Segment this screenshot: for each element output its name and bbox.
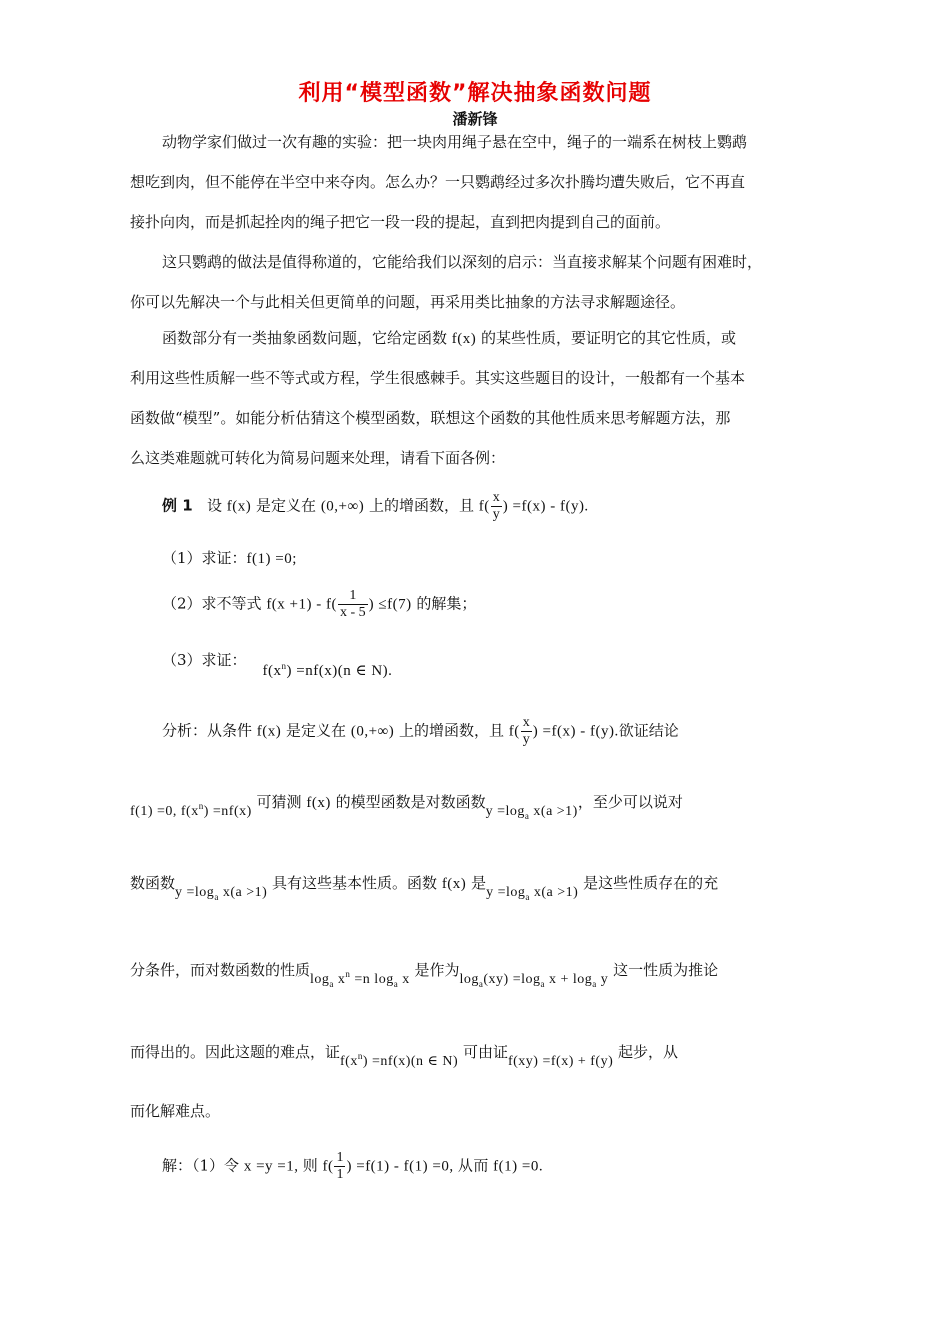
math-subscript: a [592,979,597,989]
text-run: 分析：从条件 [162,721,257,740]
math-log-product [460,972,609,987]
math-fx: f(x) [451,331,477,347]
math-log-function [486,885,578,900]
math-fx: f(x) [256,723,282,740]
question-1 [162,547,820,570]
math-log-power [310,969,410,989]
math-f-open: f( [508,723,520,740]
math-f-open: f( [478,498,490,515]
question-label: （2）求不等式 [162,594,267,613]
paragraph-line: 动物学家们做过一次有趣的实验：把一块肉用绳子悬在空中，绳子的一端系在树枝上鹦鹉 [162,133,748,151]
text-run: 是定义在 [251,496,321,515]
example-statement [162,490,820,523]
math-expression: 则 f( [298,1158,334,1175]
math-equation: ) =f(x) - f(y). [532,723,619,740]
math-part: y =log [486,885,526,900]
math-subscript: a [393,979,399,989]
text-run: ，至少可以说对 [577,793,683,811]
question-label: （3）求证： [162,651,247,669]
math-subscript: a [214,892,219,902]
math-part: ) =nf(x)(n ∈ N). [286,663,393,679]
fraction-denominator: 1 [336,1167,344,1182]
text-run: 设 [206,496,227,515]
fraction-denominator: y [522,732,530,747]
math-subscript: a [525,892,530,902]
analysis-line [162,715,820,748]
text-run: 可猜测 [256,793,307,811]
math-subscript: a [524,811,530,821]
example-label: 例 1 [162,496,193,515]
math-part: (xy) =log [483,972,541,987]
paragraph-line: 接扑向肉，而是抓起拴肉的绳子把它一段一段的提起，直到把肉提到自己的面前。 [130,213,671,231]
text-run: 这一性质为推论 [613,961,719,979]
analysis-line [130,795,820,827]
text-run: 的解集； [411,594,477,613]
analysis-line [130,872,820,900]
paragraph-line [162,327,820,350]
text-run: 具有这些基本性质。函数 [272,874,442,892]
paragraph-line: 你可以先解决一个与此相关但更简单的问题，再采用类比抽象的方法寻求解题途径。 [130,293,686,311]
fraction-numerator: x [492,490,500,505]
question-2 [162,588,820,621]
text-run: 的模型函数是对数函数 [330,793,486,811]
text-run: 上的增函数，且 [364,496,479,515]
math-equation: ) =f(x) - f(y). [502,498,589,515]
math-fx: f(x) [226,498,252,515]
text-run: 起步，从 [618,1043,679,1061]
math-subscript: a [329,979,334,989]
fraction-numerator: 1 [338,588,368,605]
math-expression [130,801,252,819]
math-part: x [333,972,346,987]
math-expression: f(x +1) - f( [266,596,337,613]
math-domain: (0,+∞) [320,498,365,515]
math-part: x [398,972,410,987]
math-expression: x =y =1, [243,1158,299,1175]
math-subscript: a [478,979,484,989]
math-part: y [596,972,609,987]
math-expression: f(1) =0; [246,551,297,567]
math-expression [263,663,393,679]
fraction-numerator: 1 [336,1150,344,1165]
fraction-numerator: x [522,715,530,730]
analysis-line [130,1037,820,1069]
math-part: f(x [262,663,282,679]
math-part: =n log [350,972,394,987]
math-part: log [310,972,330,987]
paragraph-line: 想吃到肉，但不能停在半空中来夺肉。怎么办？一只鹦鹉经过多次扑腾均遭失败后，它不再直 [130,173,746,191]
math-expression: ) =f(1) - f(1) =0, [346,1158,454,1175]
math-part: f(x [340,1054,358,1069]
text-run: 欲证结论 [618,721,679,740]
math-expression: f(xy) =f(x) + f(y) [507,1054,614,1069]
text-run: 可由证 [462,1043,508,1061]
math-part: x + log [545,972,593,987]
fraction-denominator: y [492,507,500,522]
text-run: 是 [466,874,487,892]
math-log-function [175,885,267,900]
math-superscript: n [198,801,204,811]
text-run: 是作为 [414,961,460,979]
fraction-x-over-y [491,490,502,523]
math-superscript: n [345,969,351,979]
page-title: 利用“模型函数”解决抽象函数问题 [298,81,652,106]
question-3 [162,645,820,679]
text-run: 分条件，而对数函数的性质 [130,961,311,979]
math-part: x(a >1) [529,885,579,900]
solution-line [162,1150,820,1183]
math-superscript: n [357,1051,363,1061]
math-fx: f(x) [306,795,331,811]
fraction-1-over-1 [334,1150,345,1183]
math-expression: 从而 f(1) =0. [453,1158,544,1175]
math-log-function [486,804,578,819]
text-run: 而得出的。因此这题的难点，证 [130,1043,341,1061]
math-part: x(a >1) [529,804,578,819]
question-label: （1）求证： [162,549,247,567]
fraction-1-over-x-5 [338,588,368,621]
math-expression [340,1051,459,1069]
math-superscript: n [281,661,287,671]
paragraph-line: 函数做“模型”。如能分析估猜这个模型函数，联想这个函数的其他性质来思考解题方法，那 [130,409,731,427]
math-domain: (0,+∞) [350,723,395,740]
text-run: 的某些性质，要证明它的其它性质，或 [476,329,737,347]
paragraph-line: 这只鹦鹉的做法是值得称道的，它能给我们以深刻的启示：当直接求解某个问题有困难时， [162,253,763,271]
text-run: 是定义在 [281,721,351,740]
text-run: 解：（1）令 [162,1156,244,1175]
math-subscript: a [540,979,545,989]
math-part: y =log [485,804,525,819]
analysis-line [130,955,820,987]
fraction-x-over-y [521,715,532,748]
text-run: 函数部分有一类抽象函数问题，它给定函数 [162,329,452,347]
math-part: ) =nf(x) [203,804,252,819]
math-part: y =log [175,885,215,900]
math-part: x(a >1) [218,885,268,900]
math-part: ) =nf(x)(n ∈ N) [362,1054,459,1069]
paragraph-line: 么这类难题就可转化为简易问题来处理，请看下面各例： [130,449,506,467]
math-part: f(1) =0, f(x [130,804,199,819]
paragraph-line: 利用这些性质解一些不等式或方程，学生很感棘手。其实这些题目的设计，一般都有一个基本 [130,369,746,387]
math-expression: ) ≤f(7) [368,596,412,613]
fraction-denominator: x - 5 [340,605,366,620]
math-fx: f(x) [441,876,467,892]
math-part: log [459,972,479,987]
author-name: 潘新锋 [452,110,498,128]
text-run: 上的增函数，且 [394,721,509,740]
text-run: 是这些性质存在的充 [583,874,719,892]
analysis-line: 而化解难点。 [130,1102,221,1120]
text-run: 数函数 [130,874,176,892]
